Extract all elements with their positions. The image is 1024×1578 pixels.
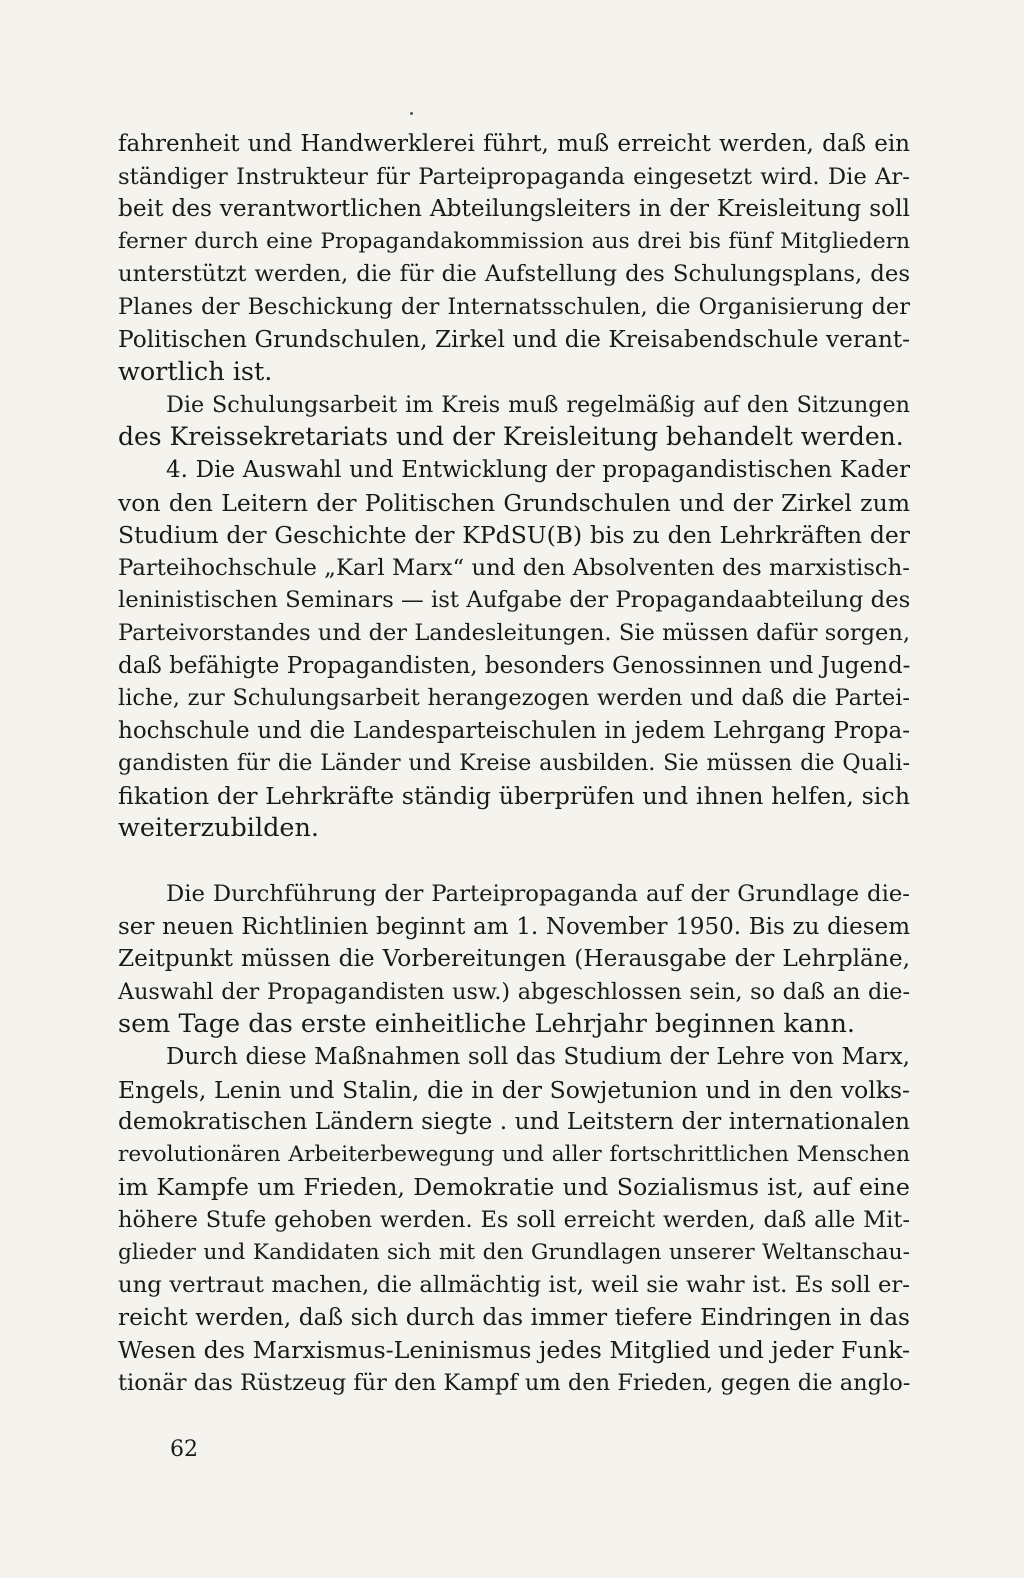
paragraph-gap [118, 845, 910, 878]
text-line: Die Schulungsarbeit im Kreis muß regelmäßig auf den Sitzungen [166, 391, 910, 418]
text-line: ung vertraut machen, die allmächtig ist, weil sie wahr ist. Es soll er- [118, 1272, 910, 1299]
text-line: wortlich ist. [118, 357, 273, 388]
text-line: Zeitpunkt müssen die Vorbereitungen (Herausgabe der Lehrpläne, [118, 945, 910, 973]
text-line: Parteihochschule „Karl Marx“ und den Absolventen des marxistisch- [118, 554, 910, 581]
text-line: Studium der Geschichte der KPdSU(B) bis zu den Lehrkräften der [118, 521, 910, 550]
text-line: reicht werden, daß sich durch das immer tiefere Eindringen in das [118, 1303, 910, 1331]
text-line: fikation der Lehrkräfte ständig überprüfen und ihnen helfen, sich [118, 781, 910, 810]
text-line: höhere Stufe gehoben werden. Es soll erreicht werden, daß alle Mit- [118, 1207, 910, 1233]
ink-speck [410, 112, 413, 115]
text-line: sem Tage das erste einheitliche Lehrjahr beginnen kann. [118, 1009, 855, 1040]
text-line: Die Durchführung der Parteipropaganda auf der Grundlage die- [166, 881, 910, 908]
text-line: des Kreissekretariats und der Kreisleitung behandelt werden. [118, 422, 904, 452]
body-text [118, 128, 910, 1400]
text-line: ser neuen Richtlinien beginnt am 1. November 1950. Bis zu diesem [118, 913, 910, 940]
text-line: Planes der Beschickung der Internatsschulen, die Organisierung der [118, 293, 910, 320]
text-line: demokratischen Ländern siegte . und Leitstern der internationalen [118, 1108, 910, 1136]
text-line: glieder und Kandidaten sich mit den Grundlagen unserer Weltanschau- [118, 1239, 910, 1265]
text-line: revolutionären Arbeiterbewegung und aller fortschrittlichen Menschen [118, 1141, 910, 1167]
text-line: tionär das Rüstzeug für den Kampf um den Frieden, gegen die anglo- [118, 1369, 910, 1396]
text-line: liche, zur Schulungsarbeit herangezogen werden und daß die Partei- [118, 685, 910, 712]
text-line: hochschule und die Landesparteischulen in jedem Lehrgang Propa- [118, 717, 910, 744]
text-line: Wesen des Marxismus-Leninismus jedes Mitglied und jeder Funk- [118, 1336, 910, 1365]
text-line: daß befähigte Propagandisten, besonders Genossinnen und Jugend- [118, 652, 910, 679]
text-line: Auswahl der Propagandisten usw.) abgeschlossen sein, so daß an die- [118, 978, 910, 1005]
text-line: ferner durch eine Propagandakommission aus drei bis fünf Mitgliedern [118, 228, 910, 254]
text-line: 4. Die Auswahl und Entwicklung der propagandistischen Kader [166, 456, 910, 483]
text-line: fahrenheit und Handwerklerei führt, muß erreicht werden, daß ein [118, 131, 910, 157]
text-line: weiterzubilden. [118, 813, 320, 844]
text-line: leninistischen Seminars — ist Aufgabe der Propagandaabteilung des [118, 587, 910, 614]
text-line: Politischen Grundschulen, Zirkel und die Kreisabendschule verant- [118, 325, 910, 353]
text-line: Engels, Lenin und Stalin, die in der Sowjetunion und in den volks- [118, 1075, 910, 1104]
page-number: 62 [170, 1437, 198, 1462]
text-line: im Kampfe um Frieden, Demokratie und Sozialismus ist, auf eine [118, 1173, 910, 1202]
text-line: gandisten für die Länder und Kreise ausbilden. Sie müssen die Quali- [118, 750, 910, 777]
text-line: von den Leitern der Politischen Grundschulen und der Zirkel zum [118, 488, 910, 517]
text-line: ständiger Instrukteur für Parteipropaganda eingesetzt wird. Die Ar- [118, 163, 910, 190]
text-line: unterstützt werden, die für die Aufstellung des Schulungsplans, des [118, 261, 910, 288]
text-line: Durch diese Maßnahmen soll das Studium der Lehre von Marx, [166, 1044, 910, 1071]
text-line: Parteivorstandes und der Landesleitungen. Sie müssen dafür sorgen, [118, 619, 910, 646]
text-line: beit des verantwortlichen Abteilungsleiters in der Kreisleitung soll [118, 195, 910, 223]
